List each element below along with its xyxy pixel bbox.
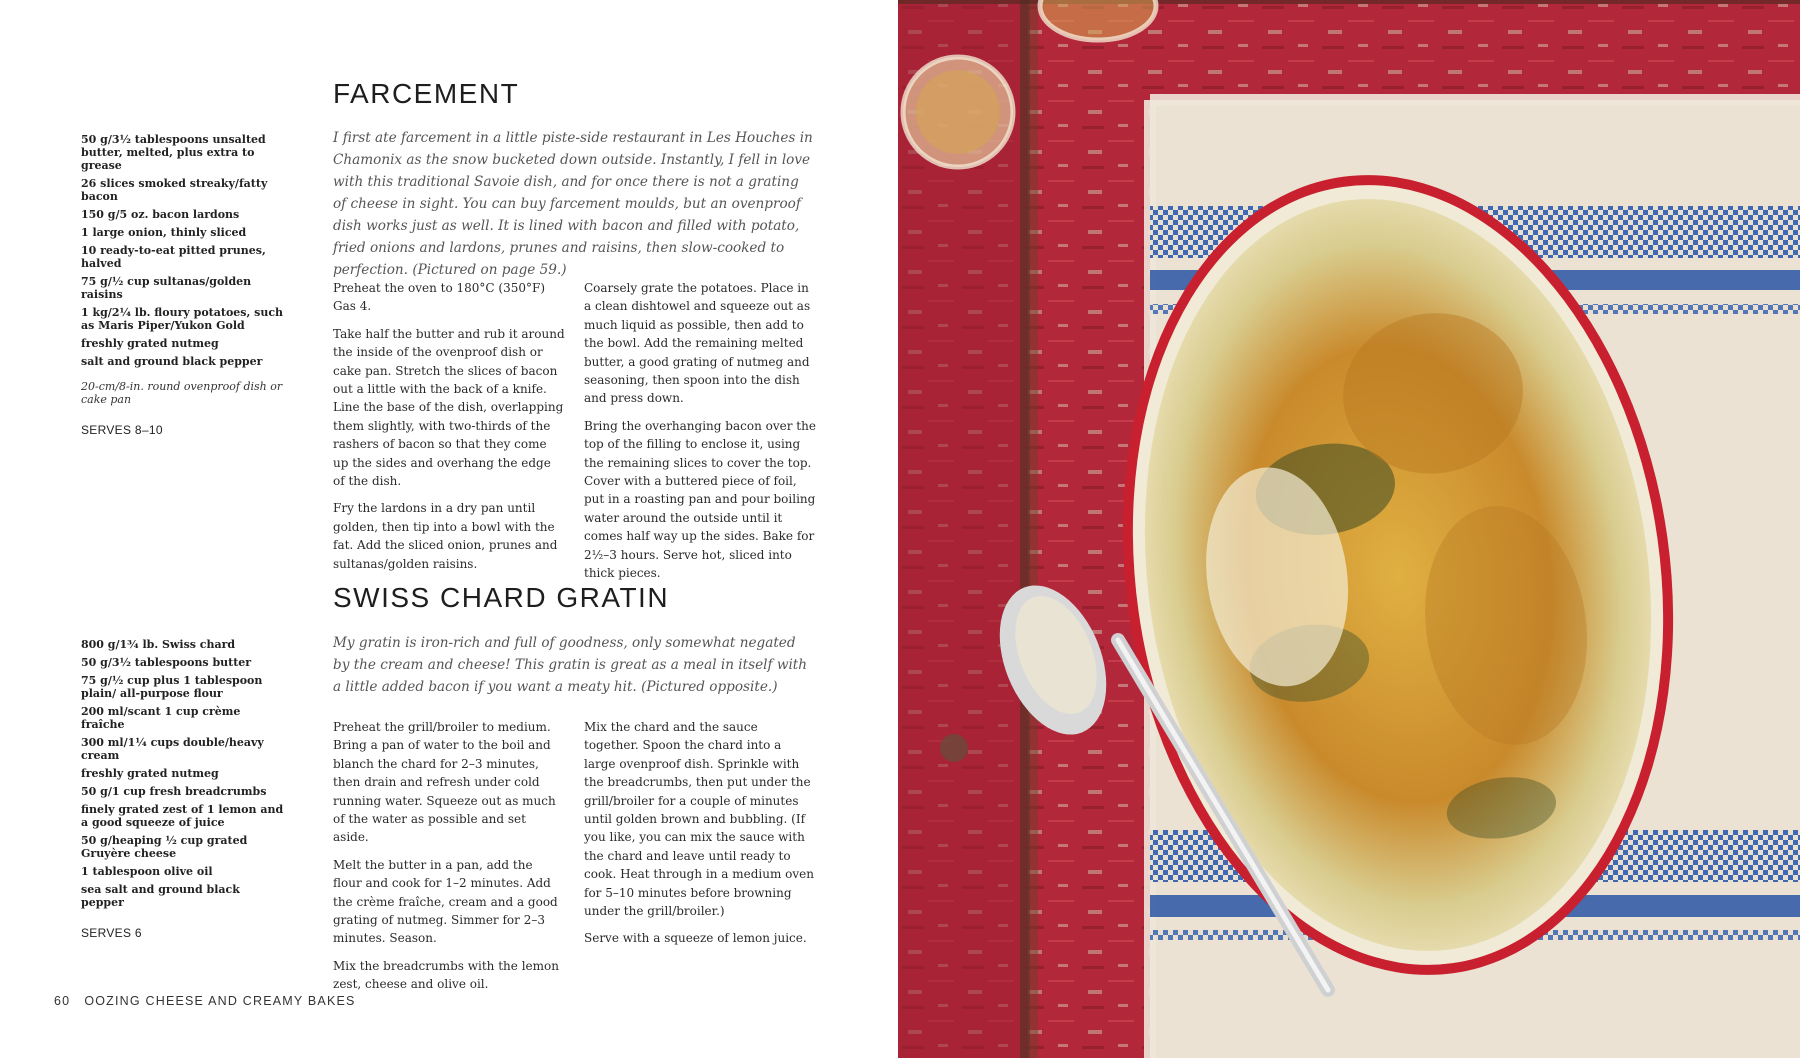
chapter-title: OOZING CHEESE AND CREAMY BAKES	[84, 994, 356, 1008]
ingredient-item: 1 tablespoon olive oil	[81, 865, 213, 878]
method-column-left	[333, 718, 565, 1003]
ingredient-item: 50 g/3½ tablespoons butter	[81, 656, 252, 669]
method-paragraph: Mix the chard and the sauce together. Spoon the chard into a large ovenproof dish. Sprinkle with the breadcrumbs, then put under the grill/broiler for a couple of minutes until golden brown and bubbling. (If you like, you can mix the sauce with the chard and leave until ready to cook. Heat through in a medium oven for 5–10 minutes before browning under the grill/broiler.)	[584, 720, 814, 919]
ingredient-list	[81, 133, 286, 368]
equipment-note: 20-cm/8-in. round ovenproof dish or cake pan	[81, 380, 283, 406]
farcement-ingredients	[81, 133, 286, 437]
recipe-title-gratin: SWISS CHARD GRATIN	[333, 582, 670, 613]
ingredient-item: sea salt and ground black pepper	[81, 883, 240, 909]
method-paragraph: Preheat the grill/broiler to medium. Bring a pan of water to the boil and blanch the chard for 2–3 minutes, then drain and refresh under cold running water. Squeeze out as much of the water as possible and set aside.	[333, 720, 556, 845]
method-paragraph: Preheat the oven to 180°C (350°F) Gas 4.	[333, 281, 546, 314]
page-number: 60	[54, 994, 71, 1008]
ingredient-item: 200 ml/scant 1 cup crème fraîche	[81, 705, 241, 731]
ingredient-item: 300 ml/1¼ cups double/heavy cream	[81, 736, 264, 762]
ingredient-item: freshly grated nutmeg	[81, 337, 219, 350]
method-paragraph: Melt the butter in a pan, add the flour and cook for 1–2 minutes. Add the crème fraîche, cream and a good grating of nutmeg. Simmer for 2–3 minutes. Season.	[333, 857, 558, 946]
ingredient-list	[81, 638, 286, 909]
ingredient-item: 1 large onion, thinly sliced	[81, 226, 247, 239]
serves-label: SERVES 8–10	[81, 423, 163, 437]
method-paragraph: Mix the breadcrumbs with the lemon zest, cheese and olive oil.	[333, 958, 559, 992]
page-footer	[54, 994, 356, 1008]
ingredient-item: finely grated zest of 1 lemon and a good squeeze of juice	[81, 803, 284, 829]
ingredient-item: 150 g/5 oz. bacon lardons	[81, 208, 240, 221]
wood-knot	[940, 734, 968, 762]
food-photo	[898, 0, 1800, 1058]
method-paragraph: Fry the lardons in a dry pan until golden, then tip into a bowl with the fat. Add the sliced onion, prunes and sultanas/golden raisins.	[333, 501, 558, 571]
method-paragraph: Take half the butter and rub it around the inside of the ovenproof dish or cake pan. Stretch the slices of bacon out a little with the back of a knife. Line the base of the dish, overlapping them slightly, with two-thirds of the rashers of bacon so that they come up the sides and overhang the edge of the dish.	[333, 326, 565, 489]
ingredient-item: 50 g/heaping ½ cup grated Gruyère cheese	[81, 834, 248, 860]
gratin-photo-illustration	[898, 0, 1800, 1058]
recipe-intro-gratin: My gratin is iron-rich and full of goodness, only somewhat negated by the cream and cheese! This gratin is great as a meal in itself with a little added bacon if you want a meaty hit. (Pictured opposite.)	[333, 635, 808, 695]
ingredient-item: 50 g/3½ tablespoons unsalted butter, melted, plus extra to grease	[81, 133, 266, 172]
method-column-right	[584, 279, 816, 592]
ingredient-item: 75 g/½ cup sultanas/golden raisins	[81, 275, 252, 301]
recipe-intro-farcement: I first ate farcement in a little piste-side restaurant in Les Houches in Chamonix as the snow bucketed down outside. Instantly, I fell in love with this traditional Savoie dish, and for once there is not a grating of cheese in sight. You can buy farcement moulds, but an ovenproof dish works just as well. It is lined with bacon and filled with potato, fried onions and lardons, prunes and raisins, then slow-cooked to perfection. (Pictured on page 59.)	[333, 130, 813, 278]
method-paragraph: Coarsely grate the potatoes. Place in a clean dishtowel and squeeze out as much liquid as possible, then add to the bowl. Add the remaining melted butter, a good grating of nutmeg and seasoning, then spoon into the dish and press down.	[584, 281, 811, 406]
serves-label: SERVES 6	[81, 926, 142, 940]
left-page	[0, 0, 898, 1058]
ingredient-item: freshly grated nutmeg	[81, 767, 219, 780]
gratin-ingredients	[81, 638, 286, 940]
method-paragraph: Bring the overhanging bacon over the top of the filling to enclose it, using the remaining slices to cover the top. Cover with a buttered piece of foil, put in a roasting pan and pour boiling water around the outside until it comes half way up the sides. Bake for 2½–3 hours. Serve hot, sliced into thick pieces.	[584, 418, 816, 581]
ingredient-item: 10 ready-to-eat pitted prunes, halved	[81, 244, 266, 270]
ingredient-item: 1 kg/2¼ lb. floury potatoes, such as Maris Piper/Yukon Gold	[81, 306, 284, 332]
recipe-title-farcement: FARCEMENT	[333, 78, 520, 109]
method-paragraph: Serve with a squeeze of lemon juice.	[584, 931, 807, 946]
ingredient-item: 75 g/½ cup plus 1 tablespoon plain/ all-purpose flour	[81, 674, 263, 700]
ingredient-item: 50 g/1 cup fresh breadcrumbs	[81, 785, 267, 798]
method-column-left	[333, 279, 565, 582]
method-column-right	[584, 718, 816, 957]
ingredient-item: 800 g/1¾ lb. Swiss chard	[81, 638, 236, 651]
ingredient-item: salt and ground black pepper	[81, 355, 263, 368]
ingredient-item: 26 slices smoked streaky/fatty bacon	[81, 177, 268, 203]
